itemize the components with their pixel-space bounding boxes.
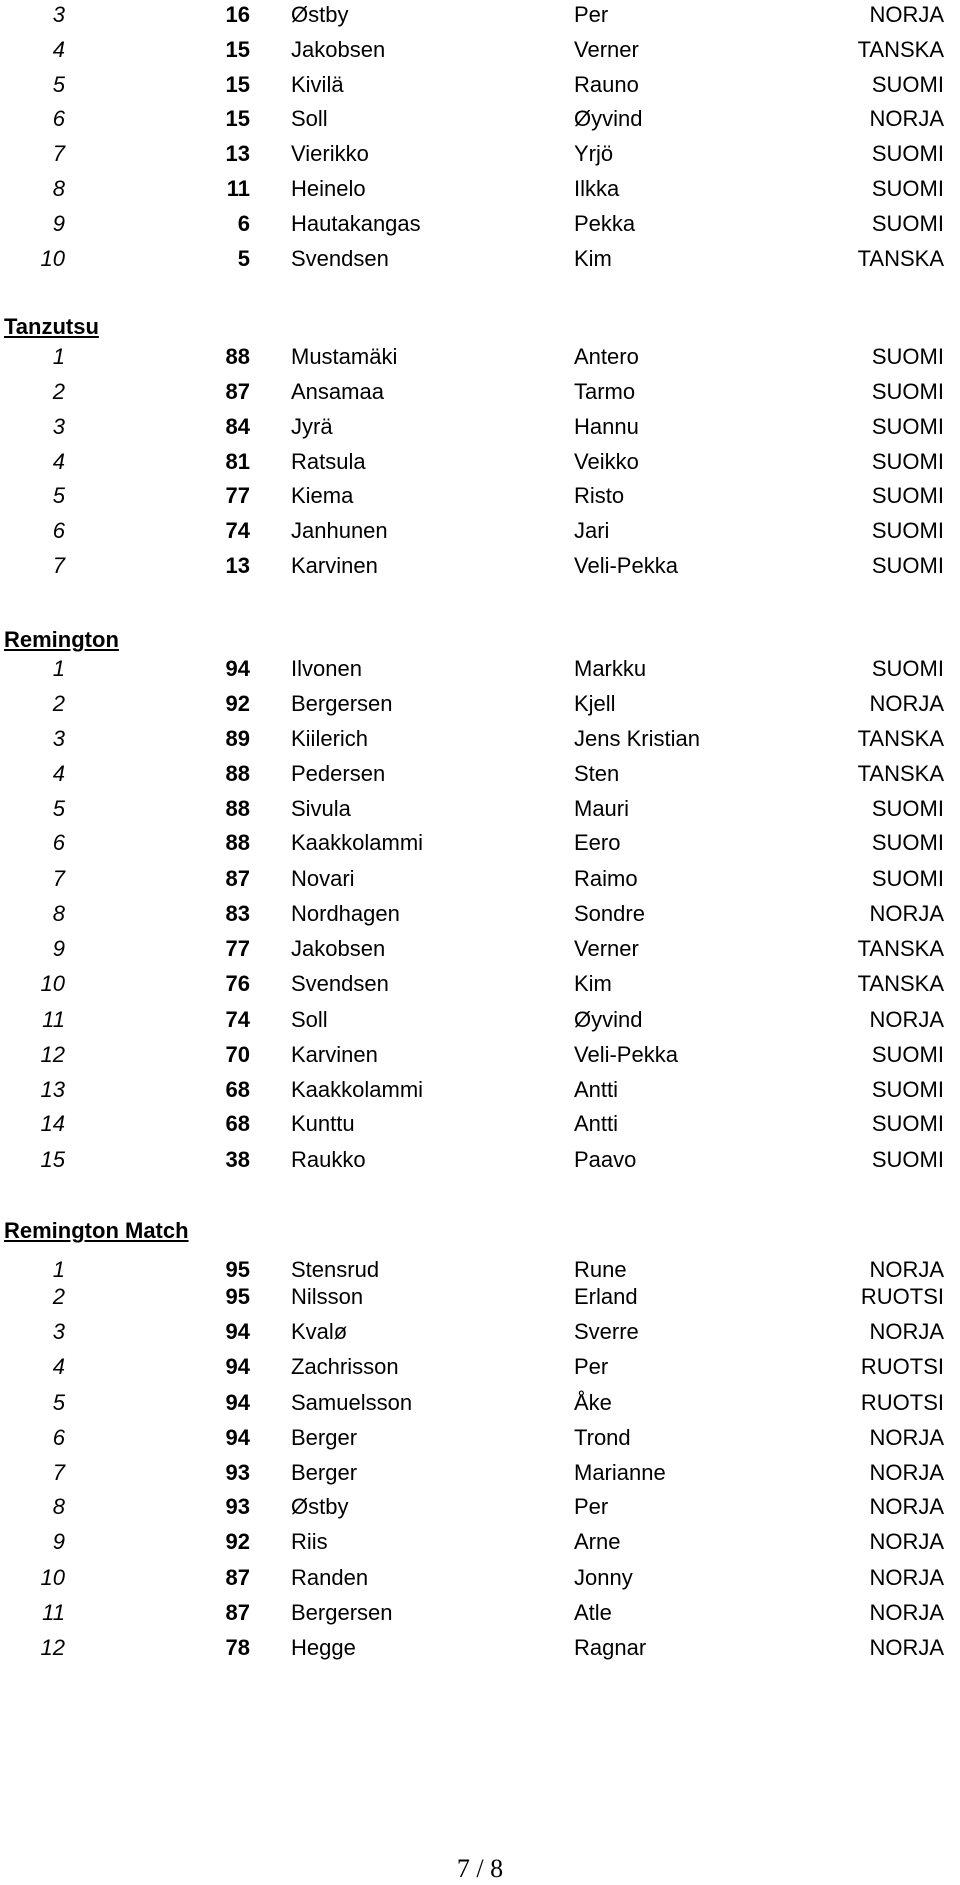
result-row bbox=[0, 794, 960, 824]
result-row bbox=[0, 377, 960, 407]
result-row bbox=[0, 1317, 960, 1347]
cell-score: 93 bbox=[225, 1494, 250, 1519]
cell-score: 6 bbox=[237, 211, 250, 236]
result-row bbox=[0, 1633, 960, 1663]
cell-rank: 3 bbox=[52, 1319, 65, 1344]
cell-country: NORJA bbox=[869, 1529, 944, 1554]
cell-firstname: Jari bbox=[574, 518, 610, 543]
cell-firstname: Atle bbox=[574, 1600, 612, 1625]
cell-rank: 4 bbox=[52, 761, 65, 786]
cell-firstname: Jens Kristian bbox=[574, 726, 700, 751]
cell-rank: 9 bbox=[52, 936, 65, 961]
cell-country: TANSKA bbox=[857, 246, 944, 271]
result-row bbox=[0, 1145, 960, 1175]
cell-rank: 9 bbox=[52, 1529, 65, 1554]
cell-rank: 7 bbox=[52, 866, 65, 891]
cell-score: 95 bbox=[225, 1284, 250, 1309]
result-row bbox=[0, 724, 960, 754]
cell-country: SUOMI bbox=[871, 830, 944, 855]
result-row bbox=[0, 1598, 960, 1628]
cell-rank: 2 bbox=[52, 1284, 65, 1309]
cell-firstname: Per bbox=[574, 1354, 609, 1379]
result-row bbox=[0, 0, 960, 30]
cell-country: SUOMI bbox=[871, 518, 944, 543]
result-row bbox=[0, 1458, 960, 1488]
cell-score: 89 bbox=[225, 726, 250, 751]
section-title: Tanzutsu bbox=[4, 314, 99, 339]
cell-country: NORJA bbox=[869, 1425, 944, 1450]
result-row bbox=[0, 342, 960, 372]
cell-surname: Berger bbox=[291, 1425, 358, 1450]
cell-country: NORJA bbox=[869, 901, 944, 926]
cell-country: NORJA bbox=[869, 1565, 944, 1590]
cell-firstname: Antti bbox=[574, 1077, 619, 1102]
cell-firstname: Mauri bbox=[574, 796, 630, 821]
result-row bbox=[0, 1040, 960, 1070]
cell-firstname: Ilkka bbox=[574, 176, 620, 201]
cell-rank: 4 bbox=[52, 449, 65, 474]
cell-score: 77 bbox=[225, 936, 250, 961]
cell-score: 15 bbox=[225, 72, 250, 97]
cell-firstname: Arne bbox=[574, 1529, 621, 1554]
cell-country: SUOMI bbox=[871, 656, 944, 681]
cell-firstname: Sten bbox=[574, 761, 620, 786]
result-row bbox=[0, 412, 960, 442]
cell-rank: 3 bbox=[52, 2, 65, 27]
cell-score: 88 bbox=[225, 796, 250, 821]
cell-surname: Ratsula bbox=[291, 449, 366, 474]
result-row bbox=[0, 934, 960, 964]
cell-rank: 6 bbox=[52, 830, 65, 855]
cell-firstname: Antti bbox=[574, 1111, 619, 1136]
result-row bbox=[0, 654, 960, 684]
cell-firstname: Sverre bbox=[574, 1319, 639, 1344]
cell-country: SUOMI bbox=[871, 796, 944, 821]
cell-rank: 8 bbox=[52, 901, 65, 926]
cell-score: 38 bbox=[225, 1147, 250, 1172]
cell-surname: Mustamäki bbox=[291, 344, 398, 369]
cell-firstname: Øyvind bbox=[574, 1007, 643, 1032]
cell-rank: 11 bbox=[42, 1007, 65, 1032]
result-row bbox=[0, 1563, 960, 1593]
cell-rank: 3 bbox=[52, 414, 65, 439]
result-row bbox=[0, 1388, 960, 1418]
cell-rank: 10 bbox=[40, 971, 65, 996]
cell-firstname: Erland bbox=[574, 1284, 638, 1309]
result-row bbox=[0, 1352, 960, 1382]
cell-country: NORJA bbox=[869, 106, 944, 131]
cell-country: SUOMI bbox=[871, 379, 944, 404]
cell-country: SUOMI bbox=[871, 344, 944, 369]
cell-firstname: Marianne bbox=[574, 1460, 666, 1485]
cell-country: RUOTSI bbox=[860, 1390, 944, 1415]
result-row bbox=[0, 174, 960, 204]
cell-firstname: Veli-Pekka bbox=[574, 553, 678, 578]
cell-rank: 10 bbox=[40, 246, 65, 271]
result-row bbox=[0, 1527, 960, 1557]
cell-surname: Zachrisson bbox=[291, 1354, 399, 1379]
cell-firstname: Tarmo bbox=[574, 379, 636, 404]
cell-country: SUOMI bbox=[871, 176, 944, 201]
cell-surname: Kaakkolammi bbox=[291, 1077, 424, 1102]
result-row bbox=[0, 759, 960, 789]
cell-score: 94 bbox=[225, 1425, 250, 1450]
cell-country: NORJA bbox=[869, 691, 944, 716]
cell-firstname: Rauno bbox=[574, 72, 639, 97]
section-title: Remington Match bbox=[4, 1218, 189, 1243]
result-row bbox=[0, 689, 960, 719]
result-row bbox=[0, 481, 960, 511]
result-row bbox=[0, 864, 960, 894]
page-number: 7 / 8 bbox=[456, 1854, 504, 1883]
cell-firstname: Yrjö bbox=[574, 141, 614, 166]
cell-country: NORJA bbox=[869, 1635, 944, 1660]
cell-surname: Karvinen bbox=[291, 1042, 378, 1067]
cell-score: 77 bbox=[225, 483, 250, 508]
cell-rank: 6 bbox=[52, 1425, 65, 1450]
cell-surname: Raukko bbox=[291, 1147, 366, 1172]
cell-country: NORJA bbox=[869, 1007, 944, 1032]
cell-surname: Pedersen bbox=[291, 761, 386, 786]
cell-country: RUOTSI bbox=[860, 1284, 944, 1309]
cell-firstname: Pekka bbox=[574, 211, 636, 236]
result-row bbox=[0, 1005, 960, 1035]
cell-score: 92 bbox=[225, 1529, 250, 1554]
cell-surname: Kunttu bbox=[291, 1111, 355, 1136]
cell-score: 87 bbox=[225, 866, 250, 891]
cell-country: TANSKA bbox=[857, 971, 944, 996]
cell-score: 15 bbox=[225, 106, 250, 131]
cell-surname: Soll bbox=[291, 106, 328, 131]
cell-country: NORJA bbox=[869, 1460, 944, 1485]
cell-score: 13 bbox=[225, 141, 250, 166]
cell-rank: 12 bbox=[40, 1042, 65, 1067]
cell-country: TANSKA bbox=[857, 37, 944, 62]
cell-score: 93 bbox=[225, 1460, 250, 1485]
cell-firstname: Eero bbox=[574, 830, 621, 855]
cell-rank: 6 bbox=[52, 106, 65, 131]
cell-score: 76 bbox=[225, 971, 250, 996]
cell-country: SUOMI bbox=[871, 141, 944, 166]
cell-surname: Vierikko bbox=[291, 141, 369, 166]
cell-firstname: Per bbox=[574, 1494, 609, 1519]
cell-surname: Kiema bbox=[291, 483, 354, 508]
cell-country: SUOMI bbox=[871, 449, 944, 474]
cell-rank: 13 bbox=[40, 1077, 65, 1102]
cell-country: SUOMI bbox=[871, 211, 944, 236]
cell-score: 88 bbox=[225, 830, 250, 855]
cell-score: 16 bbox=[225, 2, 250, 27]
cell-surname: Nordhagen bbox=[291, 901, 400, 926]
cell-surname: Stensrud bbox=[291, 1257, 380, 1282]
cell-score: 70 bbox=[225, 1042, 250, 1067]
cell-rank: 7 bbox=[52, 1460, 65, 1485]
cell-surname: Østby bbox=[291, 1494, 349, 1519]
cell-country: SUOMI bbox=[871, 1077, 944, 1102]
cell-surname: Kvalø bbox=[291, 1319, 348, 1344]
cell-surname: Riis bbox=[291, 1529, 328, 1554]
cell-rank: 7 bbox=[52, 553, 65, 578]
result-row bbox=[0, 899, 960, 929]
cell-firstname: Raimo bbox=[574, 866, 638, 891]
cell-surname: Ansamaa bbox=[291, 379, 384, 404]
cell-rank: 1 bbox=[52, 1257, 65, 1282]
cell-score: 74 bbox=[225, 1007, 250, 1032]
cell-firstname: Risto bbox=[574, 483, 625, 508]
cell-surname: Jakobsen bbox=[291, 936, 386, 961]
cell-rank: 5 bbox=[52, 483, 65, 508]
cell-rank: 8 bbox=[52, 1494, 65, 1519]
cell-firstname: Åke bbox=[574, 1390, 612, 1415]
result-row bbox=[0, 828, 960, 858]
section-title: Remington bbox=[4, 627, 119, 652]
cell-rank: 5 bbox=[52, 72, 65, 97]
cell-surname: Berger bbox=[291, 1460, 358, 1485]
cell-rank: 11 bbox=[42, 1600, 65, 1625]
result-row bbox=[0, 1492, 960, 1522]
cell-score: 78 bbox=[225, 1635, 250, 1660]
cell-surname: Randen bbox=[291, 1565, 369, 1590]
result-row bbox=[0, 969, 960, 999]
result-row bbox=[0, 1282, 960, 1312]
cell-score: 84 bbox=[225, 414, 250, 439]
cell-rank: 15 bbox=[40, 1147, 65, 1172]
cell-surname: Svendsen bbox=[291, 971, 389, 996]
cell-surname: Karvinen bbox=[291, 553, 378, 578]
cell-rank: 7 bbox=[52, 141, 65, 166]
cell-country: NORJA bbox=[869, 1494, 944, 1519]
cell-firstname: Paavo bbox=[574, 1147, 637, 1172]
result-row bbox=[0, 70, 960, 100]
result-row bbox=[0, 551, 960, 581]
cell-surname: Kiilerich bbox=[291, 726, 369, 751]
cell-firstname: Øyvind bbox=[574, 106, 643, 131]
cell-surname: Jakobsen bbox=[291, 37, 386, 62]
cell-country: SUOMI bbox=[871, 553, 944, 578]
cell-score: 94 bbox=[225, 1354, 250, 1379]
cell-rank: 5 bbox=[52, 1390, 65, 1415]
cell-rank: 4 bbox=[52, 1354, 65, 1379]
cell-score: 15 bbox=[225, 37, 250, 62]
cell-firstname: Ragnar bbox=[574, 1635, 647, 1660]
cell-score: 83 bbox=[225, 901, 250, 926]
cell-score: 74 bbox=[225, 518, 250, 543]
cell-country: NORJA bbox=[869, 2, 944, 27]
cell-country: SUOMI bbox=[871, 1111, 944, 1136]
result-row bbox=[0, 1075, 960, 1105]
cell-country: TANSKA bbox=[857, 726, 944, 751]
cell-rank: 14 bbox=[40, 1111, 65, 1136]
cell-country: NORJA bbox=[869, 1600, 944, 1625]
cell-surname: Janhunen bbox=[291, 518, 388, 543]
cell-surname: Nilsson bbox=[291, 1284, 364, 1309]
cell-surname: Jyrä bbox=[291, 414, 333, 439]
cell-country: SUOMI bbox=[871, 72, 944, 97]
cell-country: RUOTSI bbox=[860, 1354, 944, 1379]
cell-surname: Østby bbox=[291, 2, 349, 27]
cell-surname: Ilvonen bbox=[291, 656, 362, 681]
cell-surname: Svendsen bbox=[291, 246, 389, 271]
cell-rank: 10 bbox=[40, 1565, 65, 1590]
cell-firstname: Trond bbox=[574, 1425, 631, 1450]
cell-surname: Kivilä bbox=[291, 72, 344, 97]
cell-surname: Hegge bbox=[291, 1635, 356, 1660]
cell-country: TANSKA bbox=[857, 761, 944, 786]
cell-score: 88 bbox=[225, 761, 250, 786]
result-row bbox=[0, 244, 960, 274]
cell-rank: 5 bbox=[52, 796, 65, 821]
result-row bbox=[0, 35, 960, 65]
cell-firstname: Kjell bbox=[574, 691, 616, 716]
cell-firstname: Veli-Pekka bbox=[574, 1042, 678, 1067]
cell-country: NORJA bbox=[869, 1257, 944, 1282]
cell-rank: 1 bbox=[52, 656, 65, 681]
cell-score: 94 bbox=[225, 656, 250, 681]
cell-rank: 6 bbox=[52, 518, 65, 543]
cell-score: 92 bbox=[225, 691, 250, 716]
cell-rank: 1 bbox=[52, 344, 65, 369]
cell-surname: Bergersen bbox=[291, 1600, 393, 1625]
cell-surname: Kaakkolammi bbox=[291, 830, 424, 855]
cell-surname: Soll bbox=[291, 1007, 328, 1032]
cell-score: 87 bbox=[225, 1600, 250, 1625]
cell-score: 11 bbox=[226, 176, 250, 201]
cell-score: 81 bbox=[225, 449, 250, 474]
cell-score: 94 bbox=[225, 1390, 250, 1415]
cell-country: SUOMI bbox=[871, 1042, 944, 1067]
cell-firstname: Sondre bbox=[574, 901, 645, 926]
cell-firstname: Antero bbox=[574, 344, 639, 369]
cell-score: 13 bbox=[225, 553, 250, 578]
cell-firstname: Rune bbox=[574, 1257, 627, 1282]
cell-surname: Samuelsson bbox=[291, 1390, 413, 1415]
cell-surname: Sivula bbox=[291, 796, 351, 821]
cell-country: NORJA bbox=[869, 1319, 944, 1344]
cell-score: 87 bbox=[225, 1565, 250, 1590]
cell-country: TANSKA bbox=[857, 936, 944, 961]
cell-surname: Hautakangas bbox=[291, 211, 421, 236]
cell-rank: 9 bbox=[52, 211, 65, 236]
cell-firstname: Hannu bbox=[574, 414, 639, 439]
cell-surname: Heinelo bbox=[291, 176, 366, 201]
result-row bbox=[0, 139, 960, 169]
cell-surname: Bergersen bbox=[291, 691, 393, 716]
cell-rank: 4 bbox=[52, 37, 65, 62]
cell-firstname: Jonny bbox=[574, 1565, 633, 1590]
cell-country: SUOMI bbox=[871, 414, 944, 439]
cell-firstname: Verner bbox=[574, 37, 639, 62]
cell-score: 68 bbox=[225, 1077, 250, 1102]
cell-score: 68 bbox=[225, 1111, 250, 1136]
cell-firstname: Markku bbox=[574, 656, 647, 681]
cell-country: SUOMI bbox=[871, 1147, 944, 1172]
cell-firstname: Per bbox=[574, 2, 609, 27]
result-row bbox=[0, 447, 960, 477]
result-row bbox=[0, 516, 960, 546]
result-row bbox=[0, 1109, 960, 1139]
cell-score: 87 bbox=[225, 379, 250, 404]
cell-firstname: Veikko bbox=[574, 449, 639, 474]
result-row bbox=[0, 209, 960, 239]
cell-rank: 3 bbox=[52, 726, 65, 751]
cell-rank: 2 bbox=[52, 379, 65, 404]
cell-surname: Novari bbox=[291, 866, 355, 891]
cell-rank: 2 bbox=[52, 691, 65, 716]
cell-rank: 12 bbox=[40, 1635, 65, 1660]
cell-score: 95 bbox=[225, 1257, 250, 1282]
cell-firstname: Kim bbox=[574, 971, 612, 996]
cell-rank: 8 bbox=[52, 176, 65, 201]
cell-firstname: Verner bbox=[574, 936, 639, 961]
cell-firstname: Kim bbox=[574, 246, 612, 271]
cell-country: SUOMI bbox=[871, 483, 944, 508]
cell-score: 5 bbox=[237, 246, 250, 271]
cell-score: 94 bbox=[225, 1319, 250, 1344]
result-row bbox=[0, 1423, 960, 1453]
result-row bbox=[0, 104, 960, 134]
cell-country: SUOMI bbox=[871, 866, 944, 891]
result-row bbox=[0, 1255, 960, 1285]
cell-score: 88 bbox=[225, 344, 250, 369]
